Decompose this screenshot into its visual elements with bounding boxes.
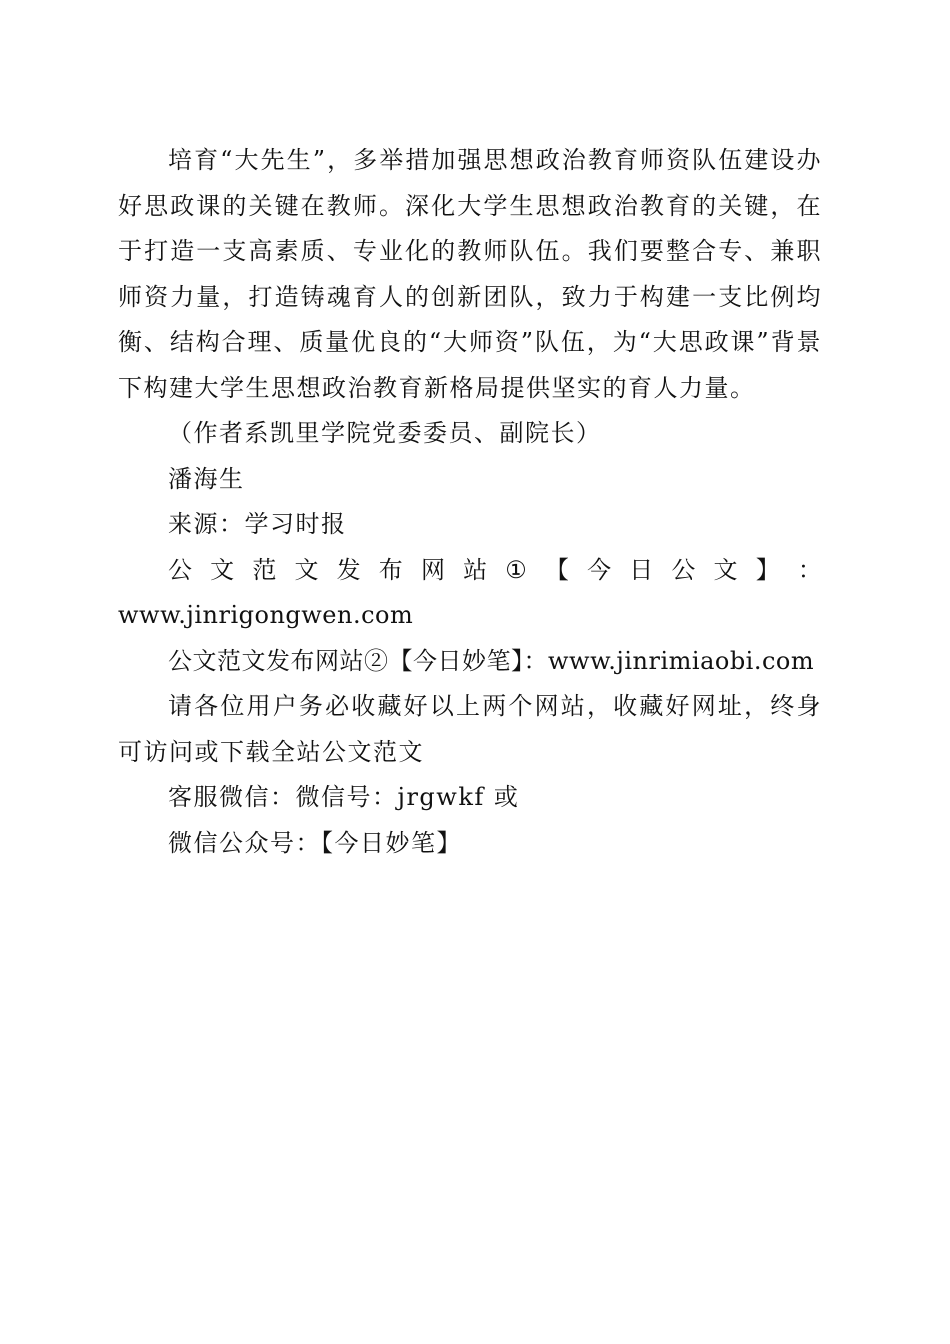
- site1-label-char: 公: [168, 555, 192, 584]
- site1-label-char: 布: [378, 555, 403, 584]
- site1-label-char: 站: [463, 555, 488, 584]
- section-heading-paragraph: [118, 138, 822, 411]
- wechat-service: 客服微信：微信号：jrgwkf 或: [168, 783, 520, 811]
- notice-paragraph: 请各位用户务必收藏好以上两个网站，收藏好网址，终身可访问或下载全站公文范文: [118, 692, 822, 766]
- site1-label-char: 文: [294, 555, 319, 584]
- section-heading: 培育“大先生”，多举措加强思想政治教育师资队伍建设: [168, 146, 797, 174]
- site1-label-char: 公: [671, 555, 696, 584]
- source-line: 来源：学习时报: [168, 510, 347, 538]
- site1-label-char: 文: [210, 555, 235, 584]
- author-note: （作者系凯里学院党委委员、副院长）: [168, 419, 602, 447]
- site1-label-char: 文: [713, 555, 738, 584]
- site1-url[interactable]: www.jinrigongwen.com: [118, 601, 414, 629]
- site1-label-char: ①: [505, 555, 527, 584]
- site1-label-char: 网: [420, 555, 445, 584]
- author-name: 潘海生: [168, 464, 245, 493]
- document-page: [118, 138, 822, 866]
- site1-label-char: 今: [587, 555, 612, 584]
- site1-label-char: 【: [544, 555, 569, 584]
- site1-label-char: 发: [336, 555, 361, 584]
- site1-label-char: 范: [252, 555, 277, 584]
- site1-label-char: 日: [629, 555, 654, 584]
- site1-label-line: [118, 548, 822, 594]
- wechat-public: 微信公众号：【今日妙笔】: [168, 828, 462, 857]
- site2-line[interactable]: 公文范文发布网站②【今日妙笔】：www.jinrimiaobi.com: [168, 646, 815, 675]
- site1-label-char: 】: [755, 555, 780, 584]
- body-paragraph: 办好思政课的关键在教师。深化大学生思想政治教育的关键，在于打造一支高素质、专业化的教师队伍。我们要整合专、兼职师资力量，打造铸魂育人的创新团队，致力于构建一支比例均衡、结构合理、质量优良的“大师资”队伍，为“大思政课”背景下构建大学生思想政治教育新格局提供坚实的育人力量。: [118, 146, 822, 402]
- site1-label-char: ：: [797, 555, 822, 584]
